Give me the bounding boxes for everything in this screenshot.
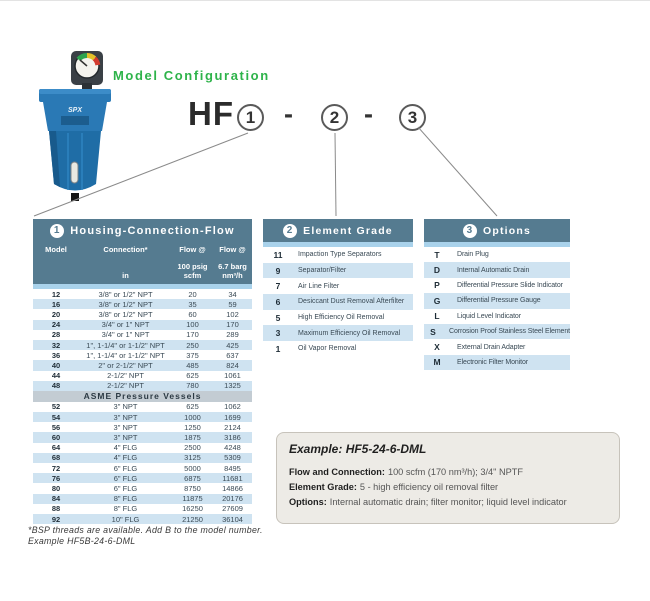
table-cell: 1699 [224, 412, 241, 422]
table-cell: 780 [186, 381, 199, 391]
table-cell: 170 [226, 320, 239, 330]
model-position-3-circle: 3 [399, 104, 426, 131]
table2-title-text: Element Grade [303, 224, 393, 237]
table-cell: 8750 [184, 483, 201, 493]
table-cell: 625 [186, 371, 199, 381]
table-cell: Air Line Filter [298, 282, 340, 290]
example-flow-connection-line [289, 465, 607, 480]
example-element-grade-line [289, 480, 607, 495]
filter-head [39, 89, 111, 131]
example-options-line [289, 495, 607, 510]
table-row [33, 432, 252, 442]
table-row [33, 412, 252, 422]
table3-title-text: Options [482, 224, 532, 237]
table-cell: 20176 [222, 494, 243, 504]
connector-line-2 [335, 133, 336, 216]
table-row [424, 278, 570, 293]
table-cell: X [434, 342, 440, 353]
table-cell: 6" FLG [113, 483, 138, 493]
table-cell: 8" FLG [113, 504, 138, 514]
table-cell: 20 [188, 289, 197, 299]
table-row [33, 483, 252, 493]
table-cell: 35 [188, 299, 197, 309]
table-cell: 6 [275, 296, 281, 307]
sight-glass [71, 162, 78, 183]
column-header-flow-nm3h [213, 245, 252, 280]
column-label: Connection* [103, 245, 148, 254]
footnote-line-1: *BSP threads are available. Add B to the model number. [28, 525, 263, 535]
table-row [33, 350, 252, 360]
table-row [33, 330, 252, 340]
table-cell: Impaction Type Separators [298, 251, 382, 259]
table-row [263, 310, 413, 326]
table-row [424, 324, 570, 339]
table-cell: 637 [226, 350, 239, 360]
model-position-2-circle: 2 [321, 104, 348, 131]
table-cell: 16250 [182, 504, 203, 514]
connector-line-3 [418, 127, 497, 216]
table-cell: Desiccant Dust Removal Afterfilter [298, 298, 405, 306]
table-cell: 100 [186, 320, 199, 330]
table-row [263, 325, 413, 341]
table-row [263, 263, 413, 279]
table-cell: 3" NPT [113, 402, 138, 412]
table-cell: 3125 [184, 453, 201, 463]
table-cell: D [433, 265, 441, 276]
table-cell: 44 [51, 371, 61, 381]
model-position-1-circle: 1 [237, 104, 264, 131]
table-cell: External Drain Adapter [457, 343, 526, 351]
example-line-label: Flow and Connection: [289, 467, 385, 477]
table-row [33, 340, 252, 350]
table-cell: Oil Vapor Removal [298, 345, 357, 353]
element-grade-table [263, 219, 413, 357]
table-cell: 3/8" or 1/2" NPT [98, 309, 153, 319]
table-cell: 40 [51, 360, 61, 370]
footnote-line-2: Example HF5B-24-6-DML [28, 536, 136, 546]
table-cell: T [434, 249, 440, 260]
column-unit-label [213, 262, 252, 280]
table-cell: Internal Automatic Drain [457, 266, 530, 274]
table-row [33, 453, 252, 463]
table-cell: 1", 1-1/4" or 1-1/2" NPT [86, 340, 165, 350]
table-cell: 12 [51, 289, 61, 299]
table-cell: 250 [186, 340, 199, 350]
table-cell: 56 [51, 422, 61, 432]
table-cell: 6" FLG [113, 463, 138, 473]
table-cell: 3" NPT [113, 422, 138, 432]
table-row [424, 247, 570, 262]
table-cell: 2124 [224, 422, 241, 432]
table-cell: 1061 [224, 371, 241, 381]
table-cell: 1250 [184, 422, 201, 432]
table-cell: 88 [51, 504, 61, 514]
table-cell: 34 [228, 289, 237, 299]
table-cell: 5 [275, 312, 281, 323]
table-cell: Differential Pressure Slide Indicator [457, 281, 563, 289]
table-cell: M [433, 357, 441, 368]
table-row [33, 371, 252, 381]
column-label: Flow @ [219, 245, 246, 254]
table-cell: 2-1/2" NPT [107, 381, 144, 391]
table-cell: 27609 [222, 504, 243, 514]
table-cell: 20 [51, 309, 61, 319]
table-cell: 72 [51, 463, 61, 473]
table-row [33, 504, 252, 514]
product-image [30, 46, 118, 201]
table-cell: G [433, 295, 441, 306]
table-cell: 4248 [224, 443, 241, 453]
table-row [33, 463, 252, 473]
table1-number-badge: 1 [50, 224, 64, 238]
table-cell: 102 [226, 309, 239, 319]
table-cell: 36104 [222, 514, 243, 524]
table-row [263, 278, 413, 294]
table-cell: 80 [51, 483, 61, 493]
table-cell: 9 [275, 265, 281, 276]
table-cell: 3/4" or 1" NPT [101, 320, 150, 330]
column-label: Model [45, 245, 67, 254]
table1-title [33, 219, 252, 242]
table-row [33, 402, 252, 412]
table-row [33, 473, 252, 483]
table3-body [424, 247, 570, 370]
table-cell: 92 [51, 514, 61, 524]
table-cell: 3/4" or 1" NPT [101, 330, 150, 340]
table-cell: 5000 [184, 463, 201, 473]
brand-text: SPX [67, 107, 83, 114]
table-cell: 1000 [184, 412, 201, 422]
table-cell: 1062 [224, 402, 241, 412]
table-cell: 68 [51, 453, 61, 463]
column-header-connection [79, 245, 172, 280]
table-cell: 60 [188, 309, 197, 319]
table-cell: 375 [186, 350, 199, 360]
example-title: Example: HF5-24-6-DML [289, 442, 427, 456]
table-cell: 10" FLG [111, 514, 140, 524]
column-header-model [33, 245, 79, 280]
table-cell: 54 [51, 412, 61, 422]
table-cell: 64 [51, 443, 61, 453]
table-cell: S [430, 326, 436, 337]
example-line-value: Internal automatic drain; filter monitor; liquid level indicator [329, 497, 567, 507]
table-row [263, 294, 413, 310]
table-cell: 52 [51, 402, 61, 412]
table-cell: 84 [51, 494, 61, 504]
table-row [33, 422, 252, 432]
table-cell: 7 [275, 281, 281, 292]
table-cell: 3186 [224, 433, 241, 443]
column-unit-line: scfm [183, 271, 202, 280]
table-row [424, 309, 570, 324]
table2-body [263, 247, 413, 357]
column-unit-label [172, 262, 213, 280]
table-row [263, 341, 413, 357]
table-cell: L [434, 311, 440, 322]
table-cell: 1325 [224, 381, 241, 391]
table-cell: 3/8" or 1/2" NPT [98, 299, 153, 309]
table-cell: 24 [51, 320, 61, 330]
table-cell: 11875 [182, 494, 203, 504]
table-cell: 59 [228, 299, 237, 309]
housing-connection-flow-table [33, 219, 252, 524]
table-cell: 1", 1-1/4" or 1-1/2" NPT [86, 350, 165, 360]
table-cell: 289 [226, 330, 239, 340]
table-row [424, 262, 570, 277]
table-row [424, 293, 570, 308]
table1-asme-body [33, 402, 252, 524]
table-cell: Corrosion Proof Stainless Steel Element [449, 328, 570, 336]
asme-section-header: ASME Pressure Vessels [33, 391, 252, 402]
table2-number-badge: 2 [283, 224, 297, 238]
table-cell: 76 [51, 473, 61, 483]
column-unit-line: nm³/h [222, 271, 243, 280]
table-row [33, 443, 252, 453]
table-row [33, 494, 252, 504]
table-cell: 2-1/2" NPT [107, 371, 144, 381]
table-cell: 8495 [224, 463, 241, 473]
table3-title [424, 219, 570, 242]
table2-title [263, 219, 413, 242]
table-cell: 425 [226, 340, 239, 350]
footnote [28, 525, 263, 547]
table1-body [33, 289, 252, 391]
table-row [33, 381, 252, 391]
table-cell: 625 [186, 402, 199, 412]
table-row [424, 355, 570, 370]
table-cell: 11 [273, 249, 283, 260]
model-separator: - [364, 99, 373, 129]
drain-stub [71, 193, 79, 201]
table-cell: 485 [186, 360, 199, 370]
table-cell: 1 [275, 343, 281, 354]
table-cell: 4" FLG [113, 453, 138, 463]
column-header-flow-scfm [172, 245, 213, 280]
table-cell: 36 [51, 350, 61, 360]
table-cell: 6" FLG [113, 473, 138, 483]
example-box [276, 432, 620, 524]
pressure-gauge-icon [71, 51, 103, 90]
table-cell: 170 [186, 330, 199, 340]
column-unit-label: in [122, 271, 129, 280]
table-cell: Electronic Filter Monitor [457, 358, 529, 366]
table-cell: 2500 [184, 443, 201, 453]
table-cell: 5309 [224, 453, 241, 463]
table-cell: P [434, 280, 440, 291]
table-cell: Maximum Efficiency Oil Removal [298, 329, 401, 337]
column-unit-line: 100 psig [177, 262, 208, 271]
table-row [33, 320, 252, 330]
table-cell: 32 [51, 340, 61, 350]
column-unit-line: 6.7 barg [218, 262, 247, 271]
table-cell: 21250 [182, 514, 203, 524]
example-line-value: 5 - high efficiency oil removal filter [359, 482, 499, 492]
table-row [33, 289, 252, 299]
table-cell: 3/8" or 1/2" NPT [98, 289, 153, 299]
table-cell: 3 [275, 328, 281, 339]
table-cell: 8" FLG [113, 494, 138, 504]
example-line-label: Options: [289, 497, 327, 507]
table-cell: 3" NPT [113, 412, 138, 422]
table-cell: Separator/Filter [298, 267, 347, 275]
table-cell: 60 [51, 433, 61, 443]
table-row [263, 247, 413, 263]
table1-title-text: Housing-Connection-Flow [70, 224, 235, 237]
model-separator: - [284, 99, 293, 129]
table-cell: 6875 [184, 473, 201, 483]
table-cell: Drain Plug [457, 251, 489, 259]
table-cell: Differential Pressure Gauge [457, 297, 541, 305]
table-row [33, 360, 252, 370]
table-cell: High Efficiency Oil Removal [298, 314, 385, 322]
table-row [33, 299, 252, 309]
model-prefix: HF [188, 95, 234, 132]
table3-number-badge: 3 [463, 224, 477, 238]
table-row [33, 309, 252, 319]
table-cell: Liquid Level Indicator [457, 312, 521, 320]
example-line-value: 100 scfm (170 nm³/h); 3/4" NPTF [387, 467, 523, 477]
table-cell: 1875 [184, 433, 201, 443]
table-cell: 28 [51, 330, 61, 340]
table-row [424, 339, 570, 354]
table-row [33, 514, 252, 524]
options-table [424, 219, 570, 370]
filter-bowl [49, 131, 101, 201]
page-title: Model Configuration [113, 68, 270, 83]
table-cell: 3" NPT [113, 433, 138, 443]
table-cell: 2" or 2-1/2" NPT [98, 360, 153, 370]
table-cell: 824 [226, 360, 239, 370]
table-cell: 14866 [222, 483, 243, 493]
table1-column-headers [33, 242, 252, 284]
table-cell: 4" FLG [113, 443, 138, 453]
column-label: Flow @ [179, 245, 206, 254]
table-cell: 11681 [222, 473, 243, 483]
example-line-label: Element Grade: [289, 482, 357, 492]
table-cell: 16 [51, 299, 61, 309]
table-cell: 48 [51, 381, 61, 391]
